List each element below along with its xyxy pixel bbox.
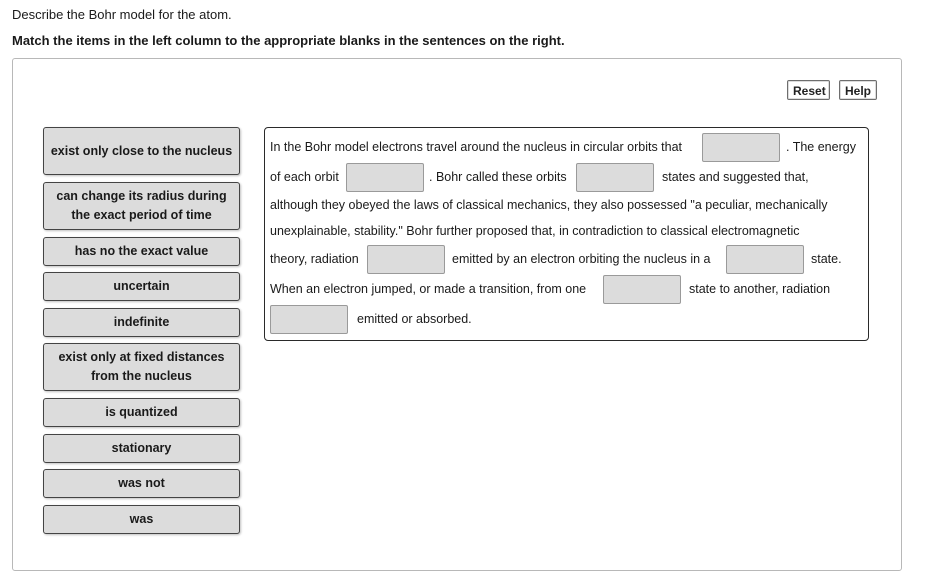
passage-text: emitted by an electron orbiting the nucleus in a [452,252,711,266]
drop-blank-5[interactable] [726,245,804,274]
answer-chip-was-not[interactable]: was not [43,469,240,498]
answer-chip-indefinite[interactable]: indefinite [43,308,240,337]
drop-blank-7[interactable] [270,305,348,334]
passage-text: unexplainable, stability." Bohr further proposed that, in contradiction to classical electromagnetic [270,224,800,238]
question-text: Describe the Bohr model for the atom. [12,7,232,22]
passage-text: of each orbit [270,170,339,184]
instructions-text: Match the items in the left column to the appropriate blanks in the sentences on the right. [12,33,565,48]
drop-blank-3[interactable] [576,163,654,192]
passage-text: . The energy [786,140,856,154]
passage-text: although they obeyed the laws of classical mechanics, they also possessed "a peculiar, mechanically [270,198,828,212]
answer-chip-stationary[interactable]: stationary [43,434,240,463]
passage-text: state to another, radiation [689,282,831,296]
drop-blank-1[interactable] [702,133,780,162]
answer-chip-was[interactable]: was [43,505,240,534]
drop-blank-4[interactable] [367,245,445,274]
passage-text: emitted or absorbed. [357,312,472,326]
passage-text: . Bohr called these orbits [429,170,567,184]
answer-chip-exist-only-close[interactable]: exist only close to the nucleus [43,127,240,175]
passage-text: state. [811,252,842,266]
answer-chip-fixed-distances[interactable]: exist only at fixed distances from the nucleus [43,343,240,391]
drop-blank-6[interactable] [603,275,681,304]
answer-chip-is-quantized[interactable]: is quantized [43,398,240,427]
reset-button[interactable]: Reset [787,80,830,100]
answer-chip-can-change-radius[interactable]: can change its radius during the exact period of time [43,182,240,230]
passage-text: In the Bohr model electrons travel around the nucleus in circular orbits that [270,140,683,154]
answer-chip-uncertain[interactable]: uncertain [43,272,240,301]
drop-blank-2[interactable] [346,163,424,192]
passage-text: states and suggested that, [662,170,809,184]
help-button[interactable]: Help [839,80,877,100]
answer-chip-no-exact-value[interactable]: has no the exact value [43,237,240,266]
passage-text: When an electron jumped, or made a transition, from one [270,282,587,296]
passage-text: theory, radiation [270,252,359,266]
